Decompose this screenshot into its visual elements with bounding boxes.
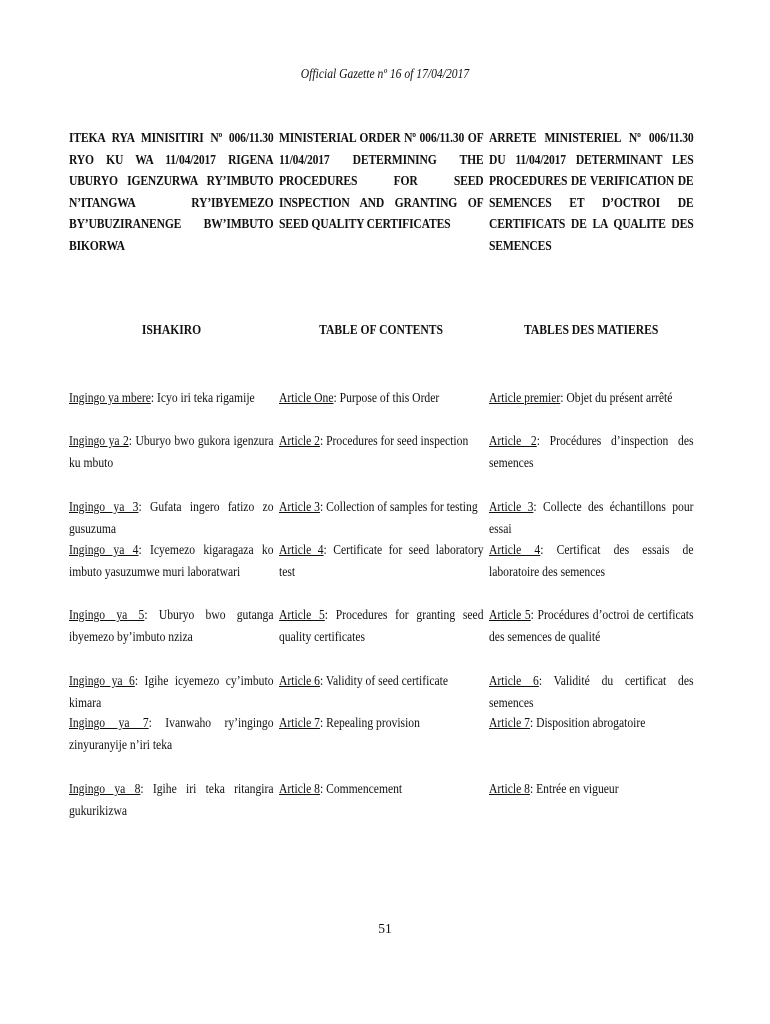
toc-entry-text: : Procédures d’octroi de certificats des semences de qualité <box>489 607 694 644</box>
toc-row-4 <box>69 539 694 583</box>
toc-entry-text: : Icyemezo kigaragaza ko imbuto yasuzumwe muri laboratwari <box>69 542 274 579</box>
toc-headings <box>69 322 691 338</box>
toc-entry-en[interactable] <box>279 712 484 756</box>
toc-entry-text: : Ivanwaho ry’ingingo zinyuranyije n’iri teka <box>69 715 274 752</box>
toc-entry-en[interactable] <box>279 670 484 714</box>
toc-article-label: Ingingo ya 3 <box>69 499 139 514</box>
toc-entry-text: : Procedures for granting seed quality certificates <box>279 607 484 644</box>
toc-heading-kinyarwanda: ISHAKIRO <box>141 322 202 337</box>
order-titles <box>69 127 694 256</box>
toc-article-label: Ingingo ya 5 <box>69 607 145 622</box>
toc-entry-en[interactable] <box>279 387 484 409</box>
toc-entry-rw[interactable] <box>69 387 274 409</box>
toc-entry-text: : Repealing provision <box>319 715 420 730</box>
toc-entry-rw[interactable] <box>69 778 274 822</box>
toc-entry-text: : Icyo iri teka rigamije <box>150 390 255 405</box>
toc-entry-text: : Validité du certificat des semences <box>489 673 694 710</box>
toc-article-label: Article 3 <box>279 499 320 514</box>
toc-entry-rw[interactable] <box>69 604 274 648</box>
toc-entry-text: : Objet du présent arrêté <box>560 390 673 405</box>
toc-article-label: Article 7 <box>489 715 530 730</box>
title-french: ARRETE MINISTERIEL Nº 006/11.30 DU 11/04/2017 DETERMINANT LES PROCEDURES DE VERIFICATION DE SEMENCES ET D’OCTROI DE CERTIFICATS DE LA QUALITE DES SEMENCES <box>489 130 694 253</box>
toc-row-2 <box>69 430 694 474</box>
toc-entry-text: : Entrée en vigueur <box>529 781 619 796</box>
toc-row-6 <box>69 670 694 714</box>
toc-entry-text: : Certificate for seed laboratory test <box>279 542 484 579</box>
toc-entry-text: : Validity of seed certificate <box>319 673 449 688</box>
toc-entry-fr[interactable] <box>489 670 694 714</box>
toc-article-label: Article 5 <box>279 607 325 622</box>
toc-heading-english: TABLE OF CONTENTS <box>319 322 444 337</box>
toc-entry-fr[interactable] <box>489 712 694 756</box>
title-kinyarwanda: ITEKA RYA MINISITIRI Nº 006/11.30 RYO KU WA 11/04/2017 RIGENA UBURYO IGENZURWA RY’IMBUTO N’ITANGWA RY’IBYEMEZO BY’UBUZIRANENGE BW’IMBUTO BIKORWA <box>69 130 274 253</box>
toc-entry-text: : Collecte des échantillons pour essai <box>489 499 694 536</box>
toc-row-5 <box>69 604 694 648</box>
toc-article-label: Article 3 <box>489 499 534 514</box>
toc-article-label: Ingingo ya 8 <box>69 781 141 796</box>
toc-entry-fr[interactable] <box>489 496 694 540</box>
toc-article-label: Ingingo ya mbere <box>69 390 151 405</box>
toc-entry-rw[interactable] <box>69 670 274 714</box>
toc-row-3 <box>69 496 694 540</box>
toc-article-label: Article 7 <box>279 715 320 730</box>
toc-entry-text: : Igihe iri teka ritangira gukurikizwa <box>69 781 274 818</box>
toc-article-label: Article 4 <box>489 542 541 557</box>
toc-article-label: Article 5 <box>489 607 531 622</box>
toc-article-label: Ingingo ya 7 <box>69 715 149 730</box>
toc-entry-fr[interactable] <box>489 539 694 583</box>
toc-row-7 <box>69 712 691 756</box>
toc-entry-text: : Igihe icyemezo cy’imbuto kimara <box>69 673 274 710</box>
toc-article-label: Article One <box>279 390 334 405</box>
toc-entry-text: : Collection of samples for testing <box>319 499 478 514</box>
toc-article-label: Article 6 <box>489 673 539 688</box>
toc-article-label: Article 8 <box>279 781 320 796</box>
toc-article-label: Article premier <box>489 390 561 405</box>
gazette-header: Official Gazette nº 16 of 17/04/2017 <box>300 66 470 81</box>
toc-article-label: Article 2 <box>279 433 320 448</box>
toc-row-8 <box>69 778 691 822</box>
toc-entry-fr[interactable] <box>489 778 694 822</box>
toc-entry-text: : Commencement <box>319 781 403 796</box>
toc-entry-text: : Purpose of this Order <box>333 390 440 405</box>
toc-heading-french: TABLES DES MATIERES <box>524 322 659 337</box>
toc-entry-text: : Procedures for seed inspection <box>319 433 469 448</box>
toc-entry-fr[interactable] <box>489 430 694 474</box>
toc-entry-text: : Procédures d’inspection des semences <box>489 433 694 470</box>
page-number: 51 <box>378 921 392 936</box>
toc-entry-rw[interactable] <box>69 496 274 540</box>
toc-article-label: Ingingo ya 6 <box>69 673 135 688</box>
title-english: MINISTERIAL ORDER Nº 006/11.30 OF 11/04/2017 DETERMINING THE PROCEDURES FOR SEED INSPECTION AND GRANTING OF SEED QUALITY CERTIFICATES <box>279 130 484 231</box>
toc-entry-text: : Uburyo bwo gukora igenzura ku mbuto <box>69 433 274 470</box>
toc-entry-fr[interactable] <box>489 387 694 409</box>
toc-entry-en[interactable] <box>279 778 484 822</box>
toc-entry-en[interactable] <box>279 604 484 648</box>
toc-row-1 <box>69 387 691 409</box>
toc-entry-en[interactable] <box>279 496 484 540</box>
toc-entry-text: : Uburyo bwo gutanga ibyemezo by’imbuto nziza <box>69 607 274 644</box>
toc-article-label: Ingingo ya 2 <box>69 433 129 448</box>
toc-entry-text: : Disposition abrogatoire <box>529 715 646 730</box>
toc-entry-en[interactable] <box>279 539 484 583</box>
toc-entry-text: : Certificat des essais de laboratoire des semences <box>489 542 694 579</box>
toc-entry-rw[interactable] <box>69 712 274 756</box>
toc-article-label: Article 8 <box>489 781 530 796</box>
toc-entry-rw[interactable] <box>69 430 274 474</box>
toc-entry-fr[interactable] <box>489 604 694 648</box>
toc-entry-text: : Gufata ingero fatizo zo gusuzuma <box>69 499 274 536</box>
toc-article-label: Article 4 <box>279 542 324 557</box>
toc-article-label: Ingingo ya 4 <box>69 542 139 557</box>
toc-entry-en[interactable] <box>279 430 484 474</box>
toc-entry-rw[interactable] <box>69 539 274 583</box>
toc-article-label: Article 6 <box>279 673 320 688</box>
toc-article-label: Article 2 <box>489 433 537 448</box>
